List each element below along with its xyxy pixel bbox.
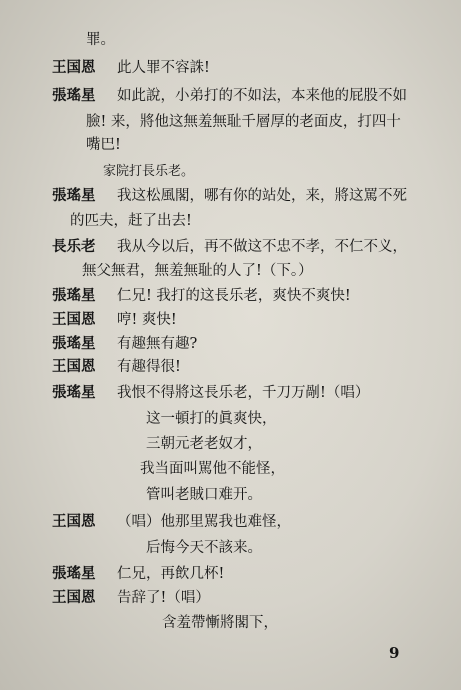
verse-text: 这一頓打的眞爽快， (146, 411, 277, 427)
speaker-name: 張瑤星 (52, 187, 96, 204)
dialogue-text: 有趣得很! (117, 359, 181, 375)
speaker-name: 王国恩 (52, 59, 96, 76)
dialogue-text: 有趣無有趣? (117, 336, 198, 352)
dialogue-text: 我从今以后，再不做这不忠不孝，不仁不义， (117, 239, 407, 255)
stage-direction-text: 家院打長乐老。 (103, 164, 195, 179)
speaker-name: 長乐老 (52, 238, 96, 255)
dialogue-text: 罪。 (86, 32, 115, 48)
speaker-name: 王国恩 (52, 513, 96, 530)
dialogue-text: （唱）他那里駡我也难怪， (117, 514, 291, 530)
dialogue-text: 哼! 爽快! (117, 312, 177, 328)
dialogue-text: 臉! 来，將他这無羞無耻千層厚的老面皮，打四十 (86, 114, 401, 130)
speaker-name: 王国恩 (52, 589, 96, 606)
dialogue-text: 嘴巴! (86, 137, 121, 153)
verse-text: 三朝元老老奴才， (146, 436, 262, 452)
dialogue-text: 的匹夫，赶了出去! (70, 213, 192, 229)
verse-text: 后悔今天不該来。 (146, 540, 262, 556)
dialogue-text: 無父無君，無羞無耻的人了!（下。） (82, 263, 313, 279)
speaker-name: 張瑤星 (52, 87, 96, 104)
speaker-name: 王国恩 (52, 311, 96, 328)
verse-text: 我当面叫駡他不能怪， (140, 461, 285, 477)
speaker-name: 張瑤星 (52, 565, 96, 582)
speaker-name: 張瑤星 (52, 335, 96, 352)
page-number: 9 (389, 644, 400, 662)
verse-text: 管叫老賊口难开。 (146, 487, 262, 503)
dialogue-text: 如此說，小弟打的不如法，本来他的屁股不如 (117, 88, 407, 104)
verse-text: 含羞帶慚將閣下， (162, 615, 278, 631)
speaker-name: 張瑤星 (52, 287, 96, 304)
dialogue-text: 此人罪不容誅! (117, 60, 210, 76)
dialogue-text: 我这松風閣，哪有你的站处，来，將这罵不死 (117, 188, 407, 204)
dialogue-text: 仁兄，再飲几杯! (117, 566, 225, 582)
dialogue-text: 仁兄! 我打的这長乐老，爽快不爽快! (117, 288, 351, 304)
speaker-name: 王国恩 (52, 358, 96, 375)
dialogue-text: 告辞了!（唱） (117, 590, 210, 606)
dialogue-text: 我恨不得將这長乐老，千刀万剮!（唱） (117, 385, 370, 401)
speaker-name: 張瑤星 (52, 384, 96, 401)
